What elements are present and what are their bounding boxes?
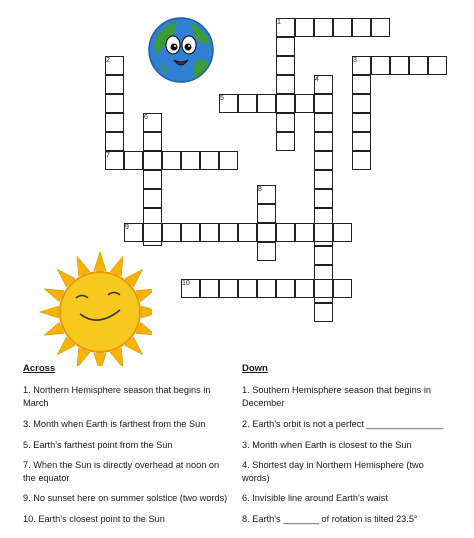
crossword-cell[interactable] [390, 56, 409, 75]
crossword-cell[interactable] [238, 223, 257, 242]
across-clue-1: 1. Northern Hemisphere season that begins in March [23, 385, 211, 408]
clue-number: 5 [220, 95, 224, 102]
crossword-cell[interactable] [257, 242, 276, 261]
clue-number: 8 [258, 186, 262, 193]
crossword-cell[interactable] [314, 151, 333, 170]
clue-number: 7 [106, 152, 110, 159]
crossword-cell[interactable] [276, 279, 295, 298]
crossword-cell[interactable] [352, 18, 371, 37]
crossword-cell[interactable] [314, 189, 333, 208]
across-clue-5: 5. Earth’s farthest point from the Sun [23, 440, 173, 450]
crossword-cell[interactable] [314, 113, 333, 132]
crossword-cell[interactable] [276, 113, 295, 132]
crossword-cell[interactable] [371, 56, 390, 75]
crossword-cell[interactable] [276, 94, 295, 113]
clue-number: 2 [106, 57, 110, 64]
down-clue-3: 3. Month when Earth is closest to the Sun [242, 440, 412, 450]
down-clue-1: 1. Southern Hemisphere season that begins in December [242, 385, 431, 408]
crossword-cell[interactable] [333, 223, 352, 242]
crossword-cell[interactable] [314, 279, 333, 298]
crossword-cell[interactable] [276, 75, 295, 94]
crossword-cell[interactable] [257, 94, 276, 113]
crossword-cell[interactable] [181, 151, 200, 170]
down-clue-8: 8. Earth’s _______ of rotation is tilted 23.5° [242, 514, 418, 524]
sun-ray [94, 354, 106, 366]
crossword-cell[interactable] [352, 132, 371, 151]
crossword-cell[interactable] [314, 132, 333, 151]
earth-cartoon-icon [146, 14, 216, 86]
crossword-cell[interactable] [352, 75, 371, 94]
crossword-cell[interactable] [143, 223, 162, 242]
across-clue-7: 7. When the Sun is directly overhead at noon on the equator [23, 460, 220, 483]
down-heading: Down [242, 363, 268, 374]
sun-ray [142, 306, 152, 318]
crossword-cell[interactable] [314, 223, 333, 242]
crossword-cell[interactable] [238, 94, 257, 113]
crossword-cell[interactable] [333, 279, 352, 298]
crossword-cell[interactable] [143, 189, 162, 208]
across-clue-10: 10. Earth’s closest point to the Sun [23, 514, 165, 524]
crossword-cell[interactable] [352, 113, 371, 132]
crossword-cell[interactable] [276, 37, 295, 56]
crossword-cell[interactable] [143, 170, 162, 189]
crossword-cell[interactable] [352, 94, 371, 113]
crossword-cell[interactable] [257, 204, 276, 223]
crossword-cell[interactable] [409, 56, 428, 75]
crossword-cell[interactable] [314, 303, 333, 322]
crossword-cell[interactable] [143, 151, 162, 170]
clue-number: 10 [182, 280, 190, 287]
crossword-cell[interactable] [181, 223, 200, 242]
sun-ray [40, 306, 58, 318]
crossword-cell[interactable] [314, 246, 333, 265]
crossword-cell[interactable] [162, 223, 181, 242]
crossword-cell[interactable] [295, 94, 314, 113]
crossword-cell[interactable] [295, 18, 314, 37]
down-clue-4: 4. Shortest day in Northern Hemisphere (two words) [242, 460, 424, 483]
crossword-cell[interactable] [219, 279, 238, 298]
sun-cartoon-icon [22, 248, 152, 366]
crossword-cell[interactable] [143, 132, 162, 151]
sun-ray [94, 252, 106, 270]
crossword-cell[interactable] [238, 279, 257, 298]
crossword-cell[interactable] [276, 223, 295, 242]
across-clue-3: 3. Month when Earth is farthest from the Sun [23, 419, 206, 429]
crossword-cell[interactable] [219, 151, 238, 170]
crossword-cell[interactable] [124, 151, 143, 170]
clue-number: 9 [125, 224, 129, 231]
crossword-cell[interactable] [257, 223, 276, 242]
crossword-cell[interactable] [276, 132, 295, 151]
down-clue-6: 6. Invisible line around Earth’s waist [242, 493, 388, 503]
crossword-cell[interactable] [428, 56, 447, 75]
down-clue-2: 2. Earth’s orbit is not a perfect _______________ [242, 419, 444, 429]
crossword-cell[interactable] [162, 151, 181, 170]
crossword-cell[interactable] [295, 279, 314, 298]
crossword-cell[interactable] [219, 223, 238, 242]
clue-number: 4 [315, 76, 319, 83]
across-heading: Across [23, 363, 56, 374]
crossword-cell[interactable] [276, 56, 295, 75]
clue-number: 1 [277, 19, 281, 26]
crossword-cell[interactable] [257, 279, 276, 298]
crossword-cell[interactable] [105, 75, 124, 94]
crossword-cell[interactable] [333, 18, 352, 37]
crossword-cell[interactable] [105, 94, 124, 113]
crossword-cell[interactable] [295, 223, 314, 242]
crossword-cell[interactable] [200, 151, 219, 170]
crossword-cell[interactable] [105, 113, 124, 132]
clue-number: 3 [353, 57, 357, 64]
crossword-cell[interactable] [314, 170, 333, 189]
crossword-cell[interactable] [314, 94, 333, 113]
clue-number: 6 [144, 114, 148, 121]
crossword-cell[interactable] [371, 18, 390, 37]
crossword-cell[interactable] [200, 223, 219, 242]
crossword-cell[interactable] [352, 151, 371, 170]
crossword-cell[interactable] [105, 132, 124, 151]
across-clue-9: 9. No sunset here on summer solstice (two words) [23, 493, 228, 503]
crossword-cell[interactable] [314, 18, 333, 37]
crossword-cell[interactable] [200, 279, 219, 298]
